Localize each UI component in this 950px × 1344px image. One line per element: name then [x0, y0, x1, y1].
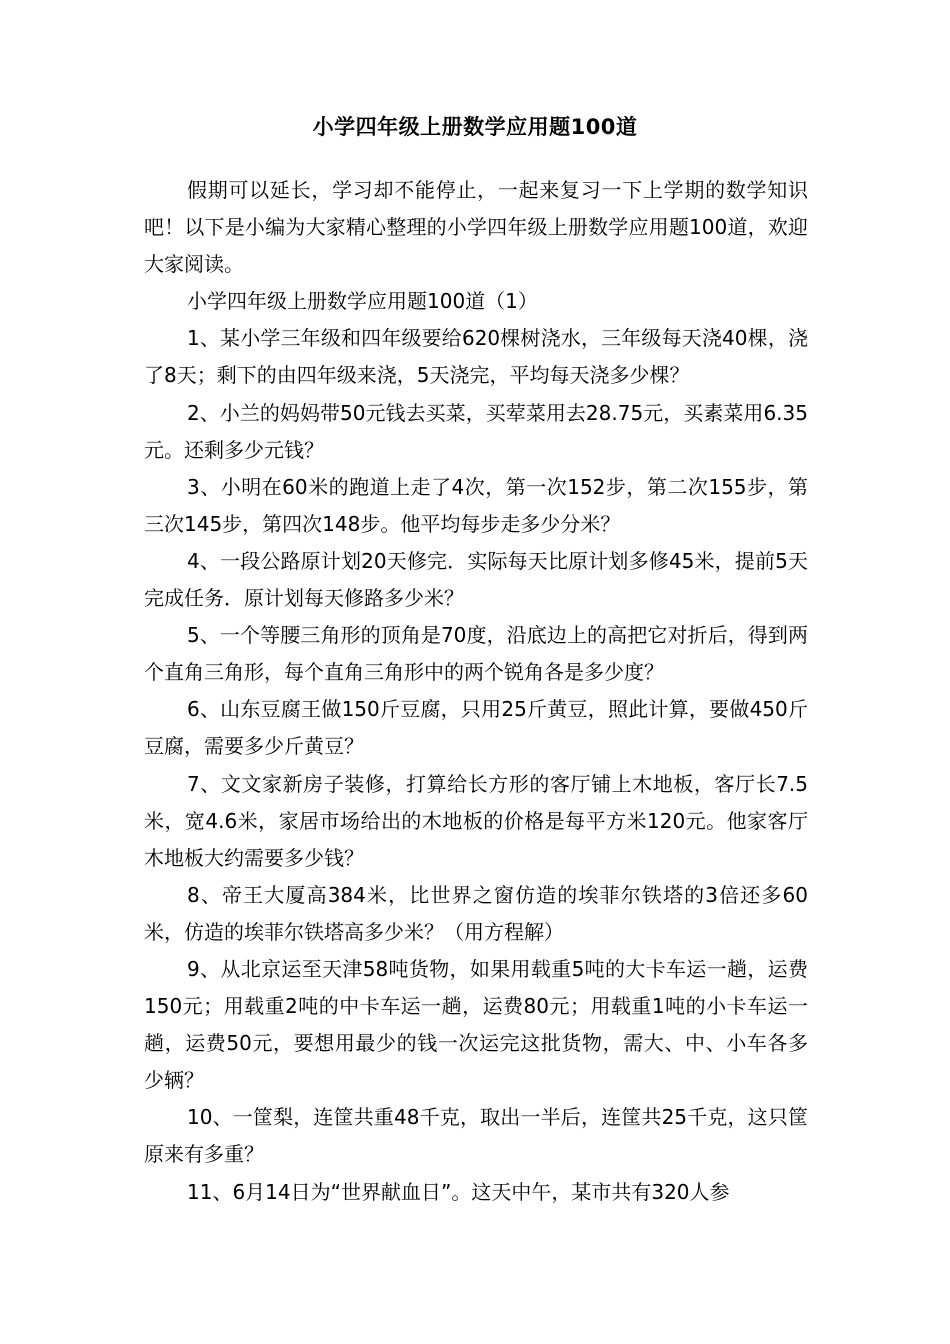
question-7: 7、文文家新房子装修，打算给长方形的客厅铺上木地板，客厅长7.5米，宽4.6米，家居市场给出的木地板的价格是每平方米120元。他家客厅木地板大约需要多少钱？	[144, 771, 808, 870]
document-body	[144, 172, 808, 1211]
question-4: 4、一段公路原计划20天修完．实际每天比原计划多修45米，提前5天完成任务．原计划每天修路多少米？	[144, 548, 808, 611]
question-8: 8、帝王大厦高384米，比世界之窗仿造的埃菲尔铁塔的3倍还多60米，仿造的埃菲尔铁塔高多少米？（用方程解）	[144, 882, 808, 944]
question-11: 11、6月14日为“世界献血日”。这天中午，某市共有320人参	[187, 1179, 730, 1204]
question-1: 1、某小学三年级和四年级要给620棵树浇水，三年级每天浇40棵，浇了8天；剩下的由四年级来浇，5天浇完，平均每天浇多少棵？	[144, 326, 808, 388]
question-10: 10、一筐梨，连筐共重48千克，取出一半后，连筐共25千克，这只筐原来有多重？	[144, 1105, 808, 1167]
question-2: 2、小兰的妈妈带50元钱去买菜，买荤菜用去28.75元，买素菜用6.35元。还剩多少元钱？	[144, 400, 808, 462]
section-heading: 小学四年级上册数学应用题100道（1）	[187, 289, 538, 314]
question-6: 6、山东豆腐王做150斤豆腐，只用25斤黄豆，照此计算，要做450斤豆腐，需要多少斤黄豆？	[144, 697, 808, 759]
question-3: 3、小明在60米的跑道上走了4次，第一次152步，第二次155步，第三次145步，第四次148步。他平均每步走多少分米？	[144, 474, 808, 536]
document-title: 小学四年级上册数学应用题100道	[312, 115, 638, 139]
question-9: 9、从北京运至天津58吨货物，如果用载重5吨的大卡车运一趟，运费150元；用载重2吨的中卡车运一趟，运费80元；用载重1吨的小卡车运一趟，运费50元，要想用最少的钱一次运完这批货物，需大、中、小车各多少辆？	[144, 956, 808, 1093]
question-5: 5、一个等腰三角形的顶角是70度，沿底边上的高把它对折后，得到两个直角三角形，每个直角三角形中的两个锐角各是多少度？	[144, 623, 808, 685]
intro-paragraph: 假期可以延长，学习却不能停止，一起来复习一下上学期的数学知识吧！以下是小编为大家精心整理的小学四年级上册数学应用题100道，欢迎大家阅读。	[144, 178, 808, 277]
